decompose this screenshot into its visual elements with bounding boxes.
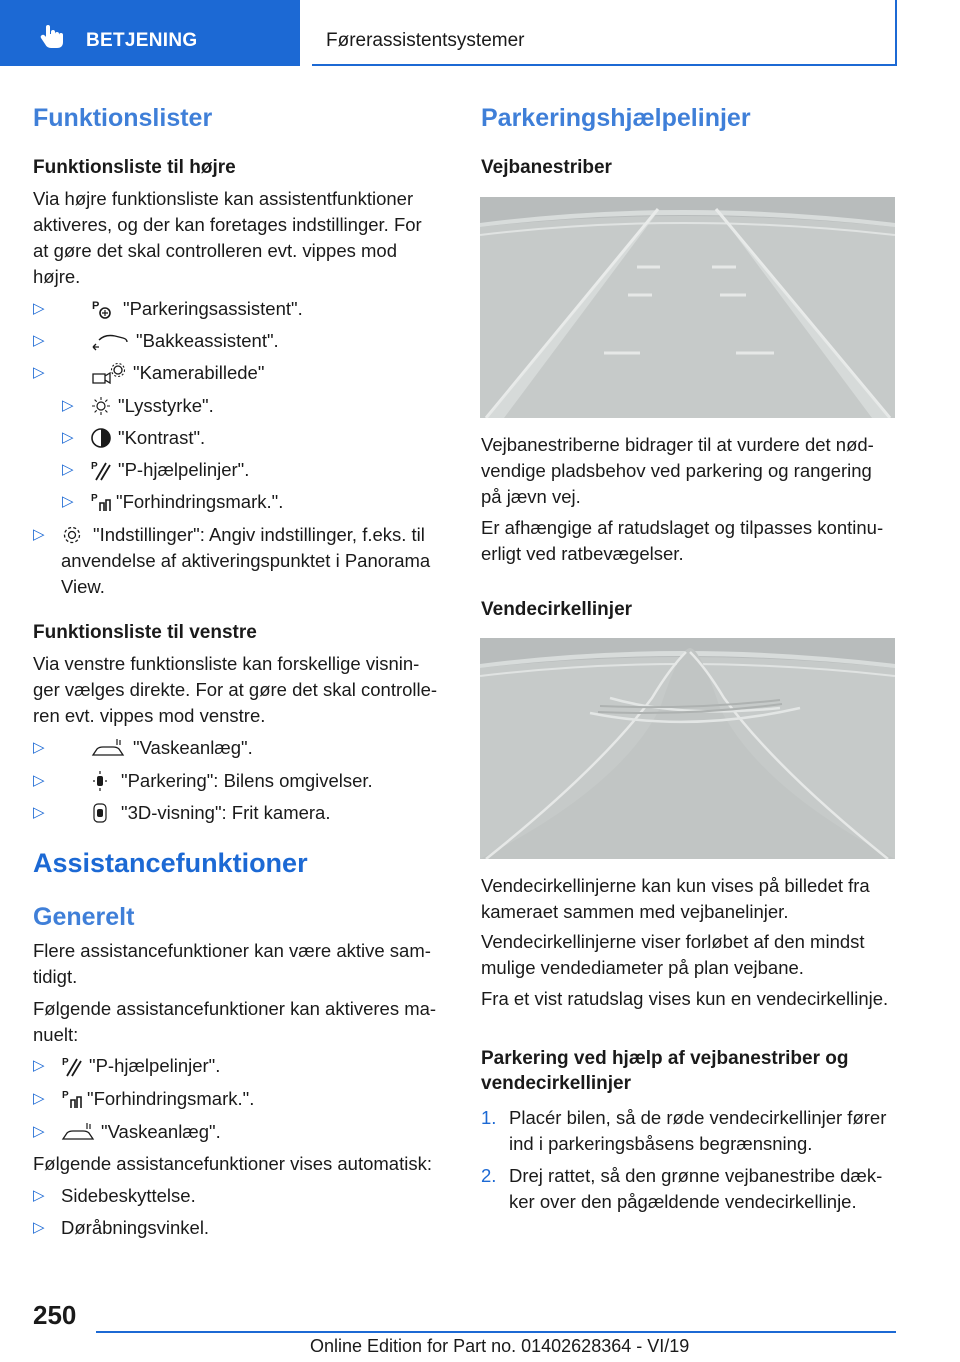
list-item: ▷ "Vaskeanlæg". xyxy=(33,735,453,761)
lanes-heading: Vejbanestriber xyxy=(481,157,612,178)
chapter-header xyxy=(312,0,897,66)
parking-lines-icon xyxy=(90,459,112,481)
edition-text: Online Edition for Part no. 01402628364 - VI/19 xyxy=(310,1336,690,1356)
list-item: 1. Placér bilen, så de røde vendecirkellinjer fører ind i parkeringsbåsens begrænsning. xyxy=(481,1107,887,1154)
parking-assistant-icon xyxy=(91,298,113,320)
list-item: ▷ Sidebeskyttelse. xyxy=(33,1183,453,1209)
car-wash-icon xyxy=(91,737,125,759)
list-item: 2. Drej rattet, så den grønne vejbanestribe dæk- ker over den pågældende vendecirkellinje. xyxy=(481,1165,883,1212)
car-wash-icon xyxy=(61,1121,95,1143)
triangle-bullet-icon: ▷ xyxy=(62,461,74,478)
triangle-bullet-icon: ▷ xyxy=(33,1219,45,1236)
assist-p1: Flere assistancefunktioner kan være aktive sam- tidigt. xyxy=(33,940,431,987)
gear-icon xyxy=(61,524,83,546)
circles-p2: Vendecirkellinjerne viser forløbet af den mindst mulige vendediameter på plan vejbane. xyxy=(481,931,865,978)
list-item: ▷ "Vaskeanlæg". xyxy=(33,1119,453,1145)
hand-pointer-icon xyxy=(38,22,66,50)
triangle-bullet-icon: ▷ xyxy=(33,1057,45,1074)
list-item: ▷ P "Forhindringsmark.". xyxy=(62,489,442,515)
list-item: ▷ "3D-visning": Frit kamera. xyxy=(33,800,453,826)
circles-p1: Vendecirkellinjerne kan kun vises på billedet fra kameraet sammen med vejbanelinjer. xyxy=(481,875,870,922)
lanes-p1: Vejbanestriberne bidrager til at vurdere det nød- vendige pladsbehov ved parkering og rangering på jævn vej. xyxy=(481,434,874,507)
obstacle-marking-icon xyxy=(90,491,112,513)
contrast-icon xyxy=(90,427,112,449)
svg-text:P: P xyxy=(91,493,98,504)
chapter-label: Førerassistentsystemer xyxy=(326,30,525,51)
lane-lines-illustration xyxy=(480,197,895,418)
svg-text:P: P xyxy=(62,1057,69,1068)
turning-circle-illustration xyxy=(480,638,895,859)
parking-view-icon xyxy=(91,770,109,792)
left-list-intro: Via venstre funktionsliste kan forskellige visnin- ger vælges direkte. For at gøre det skal controlle- ren evt. vippes mod venstre. xyxy=(33,653,438,726)
triangle-bullet-icon: ▷ xyxy=(62,429,74,446)
triangle-bullet-icon: ▷ xyxy=(33,1187,45,1204)
triangle-bullet-icon: ▷ xyxy=(33,1123,45,1140)
parking-lines-icon xyxy=(61,1055,83,1077)
triangle-bullet-icon: ▷ xyxy=(33,1090,45,1107)
list-item: ▷ Døråbningsvinkel. xyxy=(33,1215,453,1241)
list-item: ▷ "Lysstyrke". xyxy=(62,393,442,419)
circles-p3: Fra et vist ratudslag vises kun en vendecirkellinje. xyxy=(481,988,889,1009)
reversing-assistant-icon xyxy=(91,330,131,352)
parking-lines-title: Parkeringshjælpelinjer xyxy=(481,104,751,132)
left-list-heading: Funktionsliste til venstre xyxy=(33,622,257,643)
lanes-p2: Er afhængige af ratudslaget og tilpasses kontinu- erligt ved ratbevægelser. xyxy=(481,517,884,564)
list-item: ▷ "Bakkeassistent". xyxy=(33,328,453,354)
list-item: ▷ P "P-hjælpelinjer". xyxy=(62,457,442,483)
general-subtitle: Generelt xyxy=(33,903,135,931)
triangle-bullet-icon: ▷ xyxy=(33,804,45,821)
triangle-bullet-icon: ▷ xyxy=(33,332,45,349)
funktionslister-title: Funktionslister xyxy=(33,104,213,132)
assistance-title: Assistancefunktioner xyxy=(33,848,308,878)
section-label: BETJENING xyxy=(86,30,198,51)
assist-p3: Følgende assistancefunktioner vises automatisk: xyxy=(33,1153,432,1174)
svg-text:P: P xyxy=(62,1090,69,1101)
triangle-bullet-icon: ▷ xyxy=(62,493,74,510)
footer-divider xyxy=(96,1331,896,1333)
list-item: ▷ P "Parkeringsassistent". xyxy=(33,296,453,322)
list-item: ▷ "Indstillinger": Angiv indstillinger, f.eks. til anvendelse af aktiveringspunktet i Panorama View. xyxy=(33,524,431,597)
procedure-heading: Parkering ved hjælp af vejbanestriber og vendecirkellinjer xyxy=(481,1048,849,1094)
triangle-bullet-icon: ▷ xyxy=(33,739,45,756)
list-item: ▷ P "Forhindringsmark.". xyxy=(33,1086,453,1112)
right-list-heading: Funktionsliste til højre xyxy=(33,157,236,178)
assist-p2: Følgende assistancefunktioner kan aktiveres ma- nuelt: xyxy=(33,998,437,1045)
brightness-icon xyxy=(90,395,112,417)
svg-text:P: P xyxy=(91,461,98,472)
page-number: 250 xyxy=(33,1300,77,1330)
list-item: ▷ "Kontrast". xyxy=(62,425,442,451)
camera-settings-icon xyxy=(91,362,127,384)
triangle-bullet-icon: ▷ xyxy=(33,772,45,789)
triangle-bullet-icon: ▷ xyxy=(33,364,45,381)
triangle-bullet-icon: ▷ xyxy=(62,397,74,414)
obstacle-marking-icon xyxy=(61,1088,83,1110)
list-item: ▷ P "P-hjælpelinjer". xyxy=(33,1053,453,1079)
svg-text:P: P xyxy=(92,300,100,312)
right-list-intro: Via højre funktionsliste kan assistentfunktioner aktiveres, og der kan foretages indstillinger. For at gøre det skal controlleren evt. vippes mod højre. xyxy=(33,188,422,287)
triangle-bullet-icon: ▷ xyxy=(33,300,45,317)
3d-view-icon xyxy=(91,802,109,824)
circles-heading: Vendecirkellinjer xyxy=(481,599,633,620)
list-item: ▷ "Kamerabillede" xyxy=(33,360,453,386)
triangle-bullet-icon: ▷ xyxy=(33,526,45,543)
section-tab xyxy=(0,0,300,66)
list-item: ▷ "Parkering": Bilens omgivelser. xyxy=(33,768,453,794)
